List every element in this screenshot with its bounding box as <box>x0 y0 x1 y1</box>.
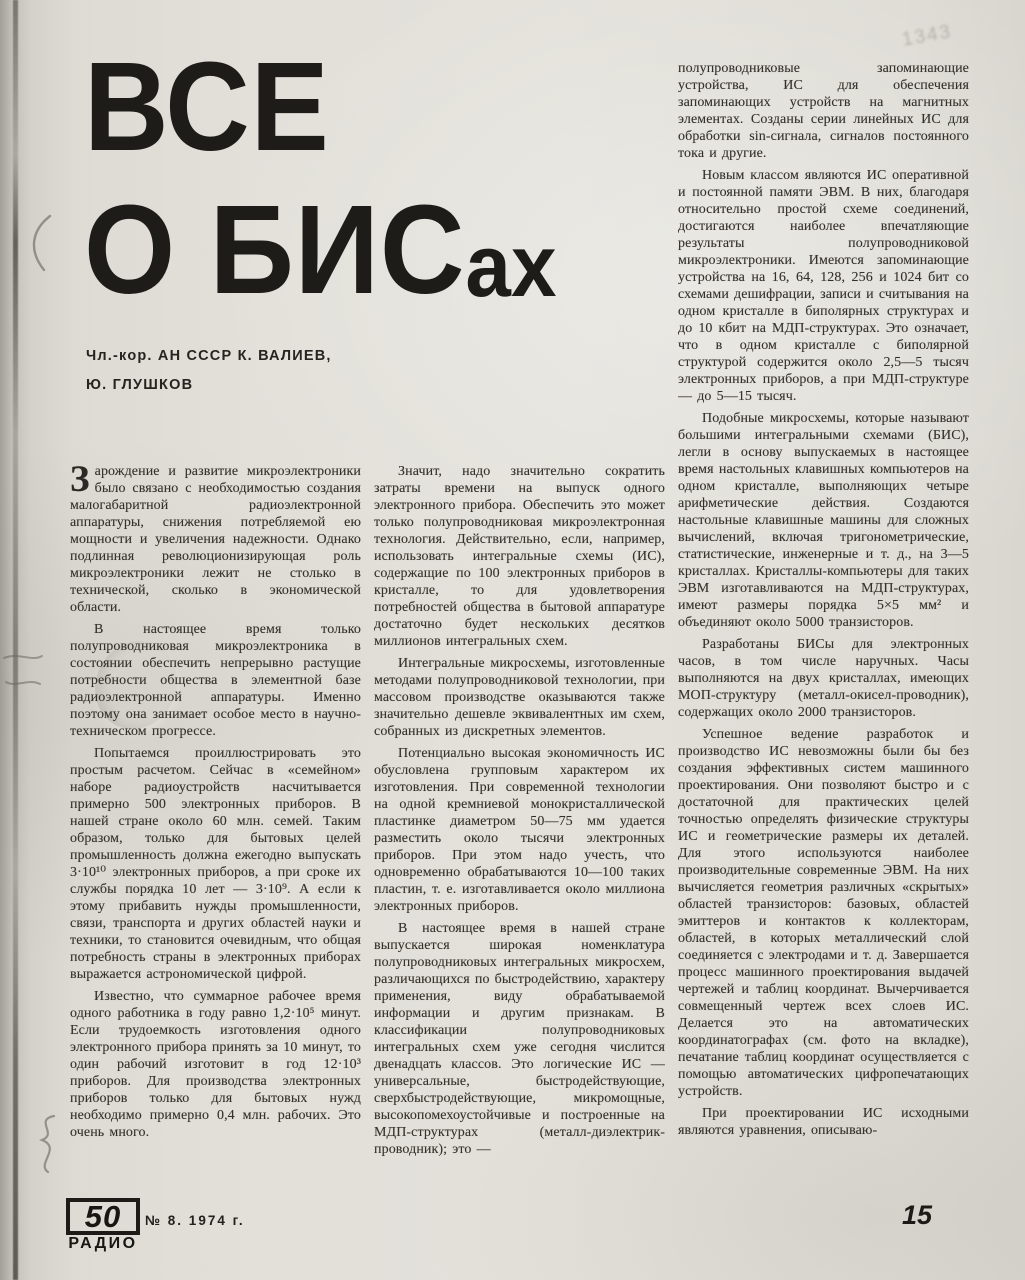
paragraph: Известно, что суммарное рабочее время одного работника в году равно 1,2·10⁵ минут. Если трудоемкость изготовления одного электронного прибора принять за 10 минут, то один рабочий изготовит в год 12·10³ приборов. Для производства электронных приборов только для бытовых нужд необходимо примерно 0,4 млн. рабочих. Это очень много. <box>70 989 361 1140</box>
paragraph <box>70 463 361 616</box>
paragraph: Интегральные микросхемы, изготовленные методами полупроводниковой технологии, при массовом производстве оказываются также значительно дешевле эквивалентных им схем, собранных из дискретных элементов. <box>374 656 665 739</box>
binding-edge <box>13 0 18 1280</box>
logo-magazine-name: РАДИО <box>68 1235 138 1252</box>
paragraph: Значит, надо значительно сократить затраты времени на выпуск одного электронного прибора. Обеспечить это может только полупроводниковая микроэлектронная технология. Действительно, если, например, использовать интегральные схемы (ИС), содержащие по 100 электронных приборов в кристалле, то для удовлетворения потребностей общества в бытовой аппаратуре достаточно будет нескольких десятков миллионов интегральных схем. <box>374 464 665 649</box>
paragraph: В настоящее время в нашей стране выпускается широкая номенклатура полупроводниковых интегральных микросхем, различающихся по быстродействию, характеру применения, виду обрабатываемой информации и другим признакам. В классификации полупроводниковых интегральных схем уже сегодня числится двенадцать классов. Это логические ИС — универсальные, быстродействующие, сверхбыстродействующие, микромощные, высокопомехоустойчивые и построенные на МДП-структурах (металл-диэлектрик-проводник); это — <box>374 921 665 1157</box>
paragraph: полупроводниковые запоминающие устройства, ИС для обеспечения запоминающих устройств на магнитных элементах. Созданы серии линейных ИС для обработки sin-сигнала, сигналов постоянного тока и другие. <box>678 61 969 161</box>
paragraph: В настоящее время только полупроводниковая микроэлектроника в состоянии обеспечить непрерывно растущие потребности общества в элементной базе радиоэлектронной аппаратуры. Именно поэтому она занимает особое место в научно-техническом прогрессе. <box>70 622 361 739</box>
title-line-1: ВСЕ <box>84 36 330 177</box>
pen-mark <box>2 648 46 708</box>
dropcap: З <box>70 463 90 500</box>
byline-author-1: Чл.-кор. АН СССР К. ВАЛИЕВ, <box>86 348 332 364</box>
column-middle <box>374 463 665 1191</box>
column-left <box>70 463 361 1183</box>
paragraph: Новым классом являются ИС оперативной и постоянной памяти ЭВМ. В них, благодаря относительно простой схеме соединений, достигаются наиболее впечатляющие результаты полупроводниковой микроэлектроники. Имеются запоминающие устройства на 16, 64, 128, 256 и 1024 бит со схемами дешифрации, записи и считывания на одном кристалле в биполярных структурах и до 10 кбит на МДП-структурах. Это означает, что в одном кристалле с биполярной структурой содержится около 2,5—5 тысяч электронных приборов, а при МДП-структуре — до 5—15 тысяч. <box>678 168 969 404</box>
paragraph: Успешное ведение разработок и производство ИС невозможны были бы без создания эффективных систем машинного проектирования. Они позволяют быстро и с достаточной для практических целей точностью определять физические структуры ИС и геометрические размеры их деталей. Для этого используются наиболее производительные современные ЭВМ. На них вычисляется геометрия различных «скрытых» областей транзисторов: базовых, областей эмиттеров и контактов к коллекторам, областей, в которых металлический слой соединяется с электродами и т. д. Завершается процесс машинного проектирования выдачей чертежей и таблиц координат. Вычерчивается совмещенный чертеж всех слоев ИС. Делается это на автоматических координатографах (см. фото на вкладке), печатание таблиц координат осуществляется с помощью автоматических цифропечатающих устройств. <box>678 727 969 1099</box>
logo-anniversary-50: 50 <box>66 1198 140 1235</box>
paragraph: Потенциально высокая экономичность ИС обусловлена групповым характером их изготовления. При современной технологии на одной кремниевой монокристаллической пластинке диаметром 50—75 мм удается разместить около тысячи электронных приборов. При этом надо учесть, что одновременно обрабатываются 10—100 таких пластин, т. е. изготавливается около миллиона электронных приборов. <box>374 746 665 914</box>
scan-smudge: 1343 <box>900 21 954 51</box>
column-right <box>678 60 969 1178</box>
byline-author-2: Ю. ГЛУШКОВ <box>86 377 194 393</box>
issue-label: № 8. 1974 г. <box>145 1213 245 1228</box>
title-line-2-suffix: ах <box>465 216 557 315</box>
paragraph: Попытаемся проиллюстрировать это простым расчетом. Сейчас в «семейном» наборе радиоустройств насчитывается примерно 500 электронных приборов. В нашей стране около 60 млн. семей. Таким образом, только для бытовых целей промышленность должна ежегодно выпускать 3·10¹⁰ электронных приборов, а при сроке их службы порядка 10 лет — 3·10⁹. А если к этому прибавить нужды промышленности, связи, транспорта и других областей науки и техники, то становится очевидным, что общая потребность страны в электронных приборах выражается астрономической цифрой. <box>70 746 361 982</box>
title-line-2-main: О БИС <box>84 179 466 320</box>
page-number: 15 <box>902 1200 933 1230</box>
paragraph: Разработаны БИСы для электронных часов, в том числе наручных. Часы выполняются на двух кристаллах, имеющих МОП-структуру (металл-окисел-проводник), содержащих около 2000 транзисторов. <box>678 637 969 720</box>
article-title <box>84 36 605 320</box>
pen-mark <box>28 1112 66 1178</box>
paragraph: Подобные микросхемы, которые называют большими интегральными схемами (БИС), легли в основу выпускаемых в настоящее время настольных клавишных компьютеров на одном кристалле, выполняющих четыре арифметические действия. Создаются настольные клавишные машины для сложных вычислений, включая тригонометрические, статистические, инженерные и т. д., на 3—5 кристаллах. Кристаллы-компьютеры для таких ЭВМ изготавливаются на МДП-структурах, имеют размеры порядка 5×5 мм² и объединяют около 5000 транзисторов. <box>678 411 969 630</box>
paragraph-text: арождение и развитие микроэлектроники было связано с необходимостью создания малогабаритной радиоэлектронной аппаратуры, снижения потребляемой ею мощности и увеличения надежности. Однако подлинная революционизирующая роль микроэлектроники лежит не столько в технической, сколько в экономической области. <box>70 464 361 615</box>
title-line-2 <box>84 179 605 320</box>
pen-mark <box>26 212 60 274</box>
byline <box>86 348 506 406</box>
paragraph: При проектировании ИС исходными являются уравнения, описываю- <box>678 1106 969 1138</box>
radio-magazine-logo <box>66 1198 140 1251</box>
